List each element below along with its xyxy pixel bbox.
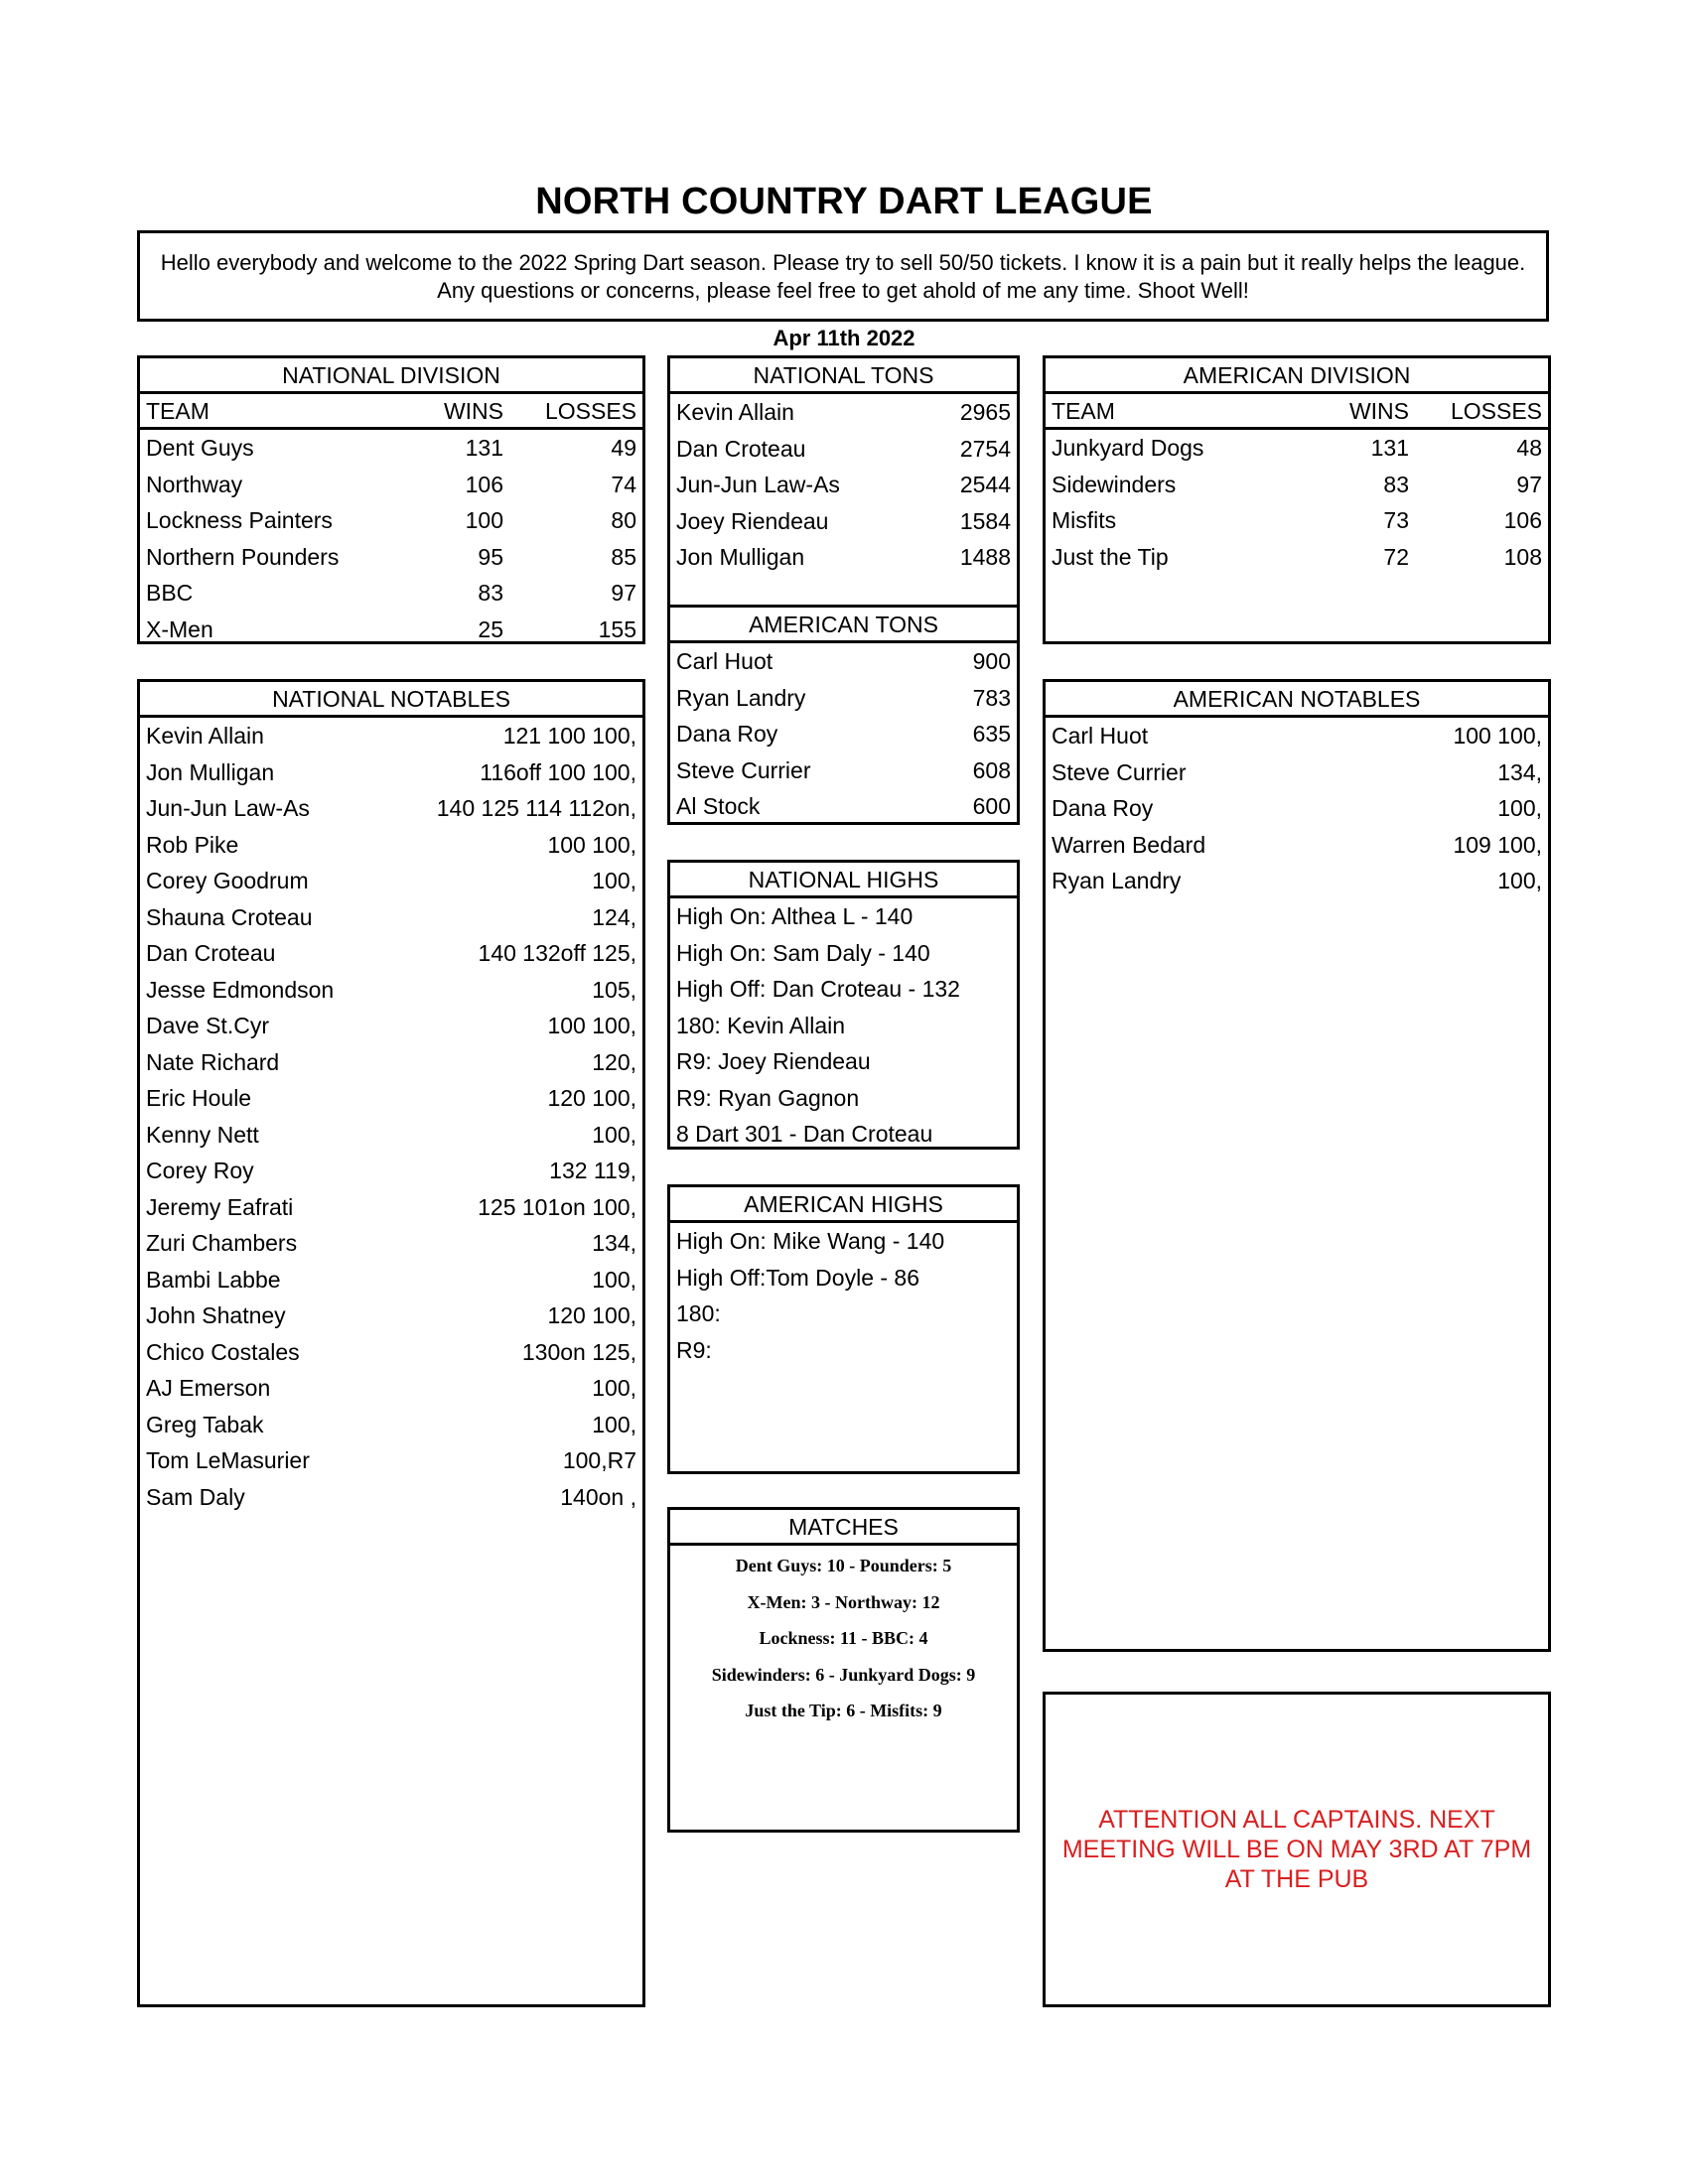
table-row: [1046, 430, 1548, 467]
list-item: [140, 1479, 642, 1516]
list-item: [140, 1297, 642, 1334]
player-value: 100,: [592, 1411, 636, 1437]
team-name: Lockness Painters: [146, 507, 333, 533]
list-item: [1046, 863, 1548, 899]
list-item: [140, 972, 642, 1009]
player-value: 134,: [592, 1230, 636, 1256]
list-item: 180:: [676, 1300, 721, 1326]
player-value: 132 119,: [549, 1158, 636, 1183]
player-name: Steve Currier: [676, 756, 811, 783]
team-name: Misfits: [1052, 507, 1117, 533]
table-row: [1046, 539, 1548, 576]
american-highs-box: [667, 1184, 1020, 1474]
player-name: Ryan Landry: [676, 684, 806, 711]
player-value: 100,: [592, 1266, 636, 1293]
national-division-header: NATIONAL DIVISION: [140, 358, 642, 394]
list-item: [670, 431, 1017, 468]
team-wins: 73: [1383, 507, 1409, 533]
player-name: Kevin Allain: [676, 399, 794, 425]
player-name: John Shatney: [146, 1302, 286, 1328]
player-name: Joey Riendeau: [676, 507, 829, 534]
list-item: [140, 935, 642, 972]
player-value: 100,: [592, 1121, 636, 1148]
player-name: Corey Goodrum: [146, 868, 309, 893]
player-value: 120 100,: [547, 1302, 636, 1328]
player-name: Dan Croteau: [146, 940, 276, 966]
team-name: Northern Pounders: [146, 543, 340, 570]
list-item: [670, 643, 1017, 680]
list-item: [140, 1262, 642, 1298]
player-name: Zuri Chambers: [146, 1230, 298, 1256]
page-title: NORTH COUNTRY DART LEAGUE: [535, 181, 1153, 222]
col-wins: WINS: [1348, 398, 1409, 424]
table-row: [140, 502, 642, 539]
col-team: TEAM: [1052, 398, 1115, 424]
player-value: 2754: [959, 435, 1011, 462]
player-name: Jun-Jun Law-As: [146, 795, 310, 821]
list-item: High On: Sam Daly - 140: [676, 939, 930, 966]
team-wins: 25: [478, 615, 503, 642]
list-item: [140, 1442, 642, 1479]
list-item: [1046, 718, 1548, 754]
list-item: Lockness: 11 - BBC: 4: [759, 1628, 928, 1648]
list-item: R9: Joey Riendeau: [676, 1048, 871, 1074]
table-row: [140, 575, 642, 612]
american-division-box: [1043, 355, 1551, 644]
american-tons-box: [667, 605, 1020, 825]
team-name: Northway: [146, 471, 243, 497]
player-value: 100,: [592, 1375, 636, 1401]
player-name: AJ Emerson: [146, 1375, 271, 1401]
team-losses: 80: [611, 507, 636, 533]
american-highs-rows: [670, 1223, 1017, 1368]
player-name: Sam Daly: [146, 1483, 245, 1510]
list-item: [140, 899, 642, 936]
list-item: X-Men: 3 - Northway: 12: [747, 1591, 940, 1612]
list-item: [670, 752, 1017, 789]
american-division-column-header: [1046, 394, 1548, 430]
american-division-rows: [1046, 430, 1548, 575]
player-value: 140 125 114 112on,: [436, 795, 636, 821]
list-item: [140, 1225, 642, 1262]
list-item: [670, 539, 1017, 576]
matches-rows: [670, 1546, 1017, 1729]
national-division-rows: [140, 430, 642, 647]
table-row: [1046, 502, 1548, 539]
team-losses: 85: [611, 543, 636, 570]
team-wins: 100: [465, 507, 503, 533]
team-losses: 106: [1503, 507, 1542, 533]
team-wins: 95: [478, 543, 503, 570]
american-notables-box: [1043, 679, 1551, 1652]
player-name: Greg Tabak: [146, 1411, 264, 1437]
col-losses: LOSSES: [544, 398, 636, 424]
team-name: Junkyard Dogs: [1052, 435, 1204, 461]
list-item: [670, 467, 1017, 503]
national-tons-header: NATIONAL TONS: [670, 358, 1017, 394]
player-value: 100 100,: [1453, 723, 1542, 749]
col-wins: WINS: [443, 398, 503, 424]
captains-notice: [1043, 1692, 1551, 2007]
team-wins: 106: [465, 471, 503, 497]
player-name: Dana Roy: [676, 721, 778, 747]
team-name: Dent Guys: [146, 435, 254, 461]
american-tons-rows: [670, 643, 1017, 825]
team-wins: 83: [1383, 471, 1409, 497]
player-name: Carl Huot: [676, 648, 774, 674]
list-item: [140, 1407, 642, 1443]
player-value: 124,: [592, 903, 636, 930]
table-row: [1046, 467, 1548, 503]
list-item: High Off:Tom Doyle - 86: [676, 1264, 920, 1291]
list-item: [140, 1117, 642, 1154]
list-item: High On: Althea L - 140: [676, 903, 914, 929]
player-name: Steve Currier: [1052, 758, 1187, 785]
player-name: Bambi Labbe: [146, 1266, 281, 1293]
player-value: 2965: [959, 399, 1011, 425]
matches-box: [667, 1507, 1020, 1833]
player-value: 105,: [592, 976, 636, 1003]
american-highs-header: AMERICAN HIGHS: [670, 1187, 1017, 1223]
player-name: Dan Croteau: [676, 435, 806, 462]
player-name: Shauna Croteau: [146, 903, 313, 930]
national-notables-box: [137, 679, 645, 2007]
player-value: 140 132off 125,: [478, 940, 636, 966]
list-item: [140, 827, 642, 864]
team-name: Sidewinders: [1052, 471, 1177, 497]
player-name: Kevin Allain: [146, 723, 264, 749]
player-name: Jesse Edmondson: [146, 976, 335, 1003]
player-name: Jun-Jun Law-As: [676, 472, 840, 497]
list-item: [670, 394, 1017, 431]
player-value: 1584: [959, 507, 1011, 534]
team-losses: 49: [611, 435, 636, 461]
player-value: 120,: [592, 1048, 636, 1075]
national-notables-rows: [140, 718, 642, 1515]
table-row: [140, 539, 642, 576]
national-highs-header: NATIONAL HIGHS: [670, 863, 1017, 898]
list-item: [140, 790, 642, 827]
player-value: 140on ,: [560, 1483, 636, 1510]
list-item: R9:: [676, 1336, 712, 1363]
list-item: [1046, 790, 1548, 827]
player-value: 100,: [1497, 868, 1542, 893]
list-item: [140, 718, 642, 754]
table-row: [140, 467, 642, 503]
team-losses: 97: [1516, 471, 1542, 497]
team-losses: 108: [1503, 543, 1542, 570]
player-value: 2544: [959, 472, 1011, 497]
list-item: High On: Mike Wang - 140: [676, 1228, 945, 1254]
matches-header: MATCHES: [670, 1510, 1017, 1546]
player-value: 100 100,: [547, 1013, 636, 1038]
list-item: [670, 788, 1017, 825]
list-item: [140, 1153, 642, 1189]
captains-notice-text: ATTENTION ALL CAPTAINS. NEXT MEETING WILL BE ON MAY 3RD AT 7PM AT THE PUB: [1061, 1806, 1532, 1893]
team-name: X-Men: [146, 615, 213, 642]
list-item: [140, 1080, 642, 1117]
american-division-header: AMERICAN DIVISION: [1046, 358, 1548, 394]
player-name: Jon Mulligan: [146, 758, 275, 785]
national-highs-box: [667, 860, 1020, 1150]
player-value: 130on 125,: [521, 1338, 636, 1365]
player-value: 121 100 100,: [502, 723, 636, 749]
col-team: TEAM: [146, 398, 210, 424]
player-value: 635: [972, 721, 1011, 747]
intro-box: Hello everybody and welcome to the 2022 Spring Dart season. Please try to sell 50/50 tickets. I know it is a pain but it really helps the league. Any questions or concerns, please feel free to get ahold of me any time. Shoot Well!: [137, 230, 1549, 322]
team-name: Just the Tip: [1052, 543, 1169, 570]
team-wins: 72: [1383, 543, 1409, 570]
list-item: [670, 716, 1017, 752]
player-name: Dave St.Cyr: [146, 1013, 269, 1038]
list-item: Dent Guys: 10 - Pounders: 5: [735, 1556, 952, 1575]
team-losses: 48: [1516, 435, 1542, 461]
list-item: High Off: Dan Croteau - 132: [676, 976, 960, 1002]
list-item: [140, 1370, 642, 1407]
list-item: [1046, 827, 1548, 864]
list-item: [140, 1008, 642, 1044]
report-date: Apr 11th 2022: [773, 326, 915, 350]
national-notables-header: NATIONAL NOTABLES: [140, 682, 642, 718]
team-wins: 83: [478, 580, 503, 606]
team-name: BBC: [146, 580, 194, 606]
player-value: 120 100,: [547, 1085, 636, 1111]
player-name: Rob Pike: [146, 831, 239, 858]
table-row: [140, 612, 642, 648]
list-item: 8 Dart 301 - Dan Croteau: [676, 1121, 933, 1147]
col-losses: LOSSES: [1450, 398, 1542, 424]
player-name: Ryan Landry: [1052, 868, 1182, 893]
player-name: Chico Costales: [146, 1338, 300, 1365]
player-value: 600: [972, 793, 1011, 819]
american-notables-header: AMERICAN NOTABLES: [1046, 682, 1548, 718]
list-item: [1046, 754, 1548, 791]
national-division-column-header: [140, 394, 642, 430]
team-losses: 97: [611, 580, 636, 606]
player-name: Jeremy Eafrati: [146, 1193, 294, 1220]
player-value: 100 100,: [547, 831, 636, 858]
player-name: Corey Roy: [146, 1158, 254, 1183]
list-item: [140, 1334, 642, 1371]
player-value: 608: [972, 756, 1011, 783]
player-value: 134,: [1497, 758, 1542, 785]
team-wins: 131: [1370, 435, 1409, 461]
list-item: [670, 680, 1017, 717]
player-value: 783: [972, 684, 1011, 711]
player-name: Tom LeMasurier: [146, 1447, 310, 1473]
national-tons-box: [667, 355, 1020, 608]
national-highs-rows: [670, 898, 1017, 1153]
player-value: 900: [972, 648, 1011, 674]
player-name: Warren Bedard: [1052, 831, 1206, 858]
list-item: [140, 1044, 642, 1081]
list-item: [140, 1189, 642, 1226]
list-item: R9: Ryan Gagnon: [676, 1084, 860, 1111]
player-value: 109 100,: [1453, 831, 1542, 858]
national-division-box: [137, 355, 645, 644]
list-item: 180: Kevin Allain: [676, 1012, 846, 1038]
american-notables-rows: [1046, 718, 1548, 899]
list-item: Just the Tip: 6 - Misfits: 9: [745, 1701, 942, 1720]
list-item: Sidewinders: 6 - Junkyard Dogs: 9: [711, 1664, 976, 1685]
list-item: [140, 863, 642, 899]
american-tons-header: AMERICAN TONS: [670, 608, 1017, 643]
player-name: Al Stock: [676, 793, 761, 819]
player-value: 100,R7: [562, 1447, 636, 1473]
player-name: Carl Huot: [1052, 723, 1149, 749]
list-item: [140, 754, 642, 791]
team-losses: 74: [611, 471, 636, 497]
player-name: Eric Houle: [146, 1085, 252, 1111]
player-value: 116off 100 100,: [480, 758, 636, 785]
player-name: Dana Roy: [1052, 795, 1154, 821]
player-value: 100,: [592, 868, 636, 893]
table-row: [140, 430, 642, 467]
player-value: 100,: [1497, 795, 1542, 821]
player-name: Jon Mulligan: [676, 544, 805, 570]
player-value: 1488: [959, 544, 1011, 570]
team-losses: 155: [598, 615, 636, 642]
player-name: Kenny Nett: [146, 1121, 259, 1148]
team-wins: 131: [465, 435, 503, 461]
player-value: 125 101on 100,: [478, 1193, 636, 1220]
player-name: Nate Richard: [146, 1048, 280, 1075]
national-tons-rows: [670, 394, 1017, 576]
list-item: [670, 503, 1017, 540]
